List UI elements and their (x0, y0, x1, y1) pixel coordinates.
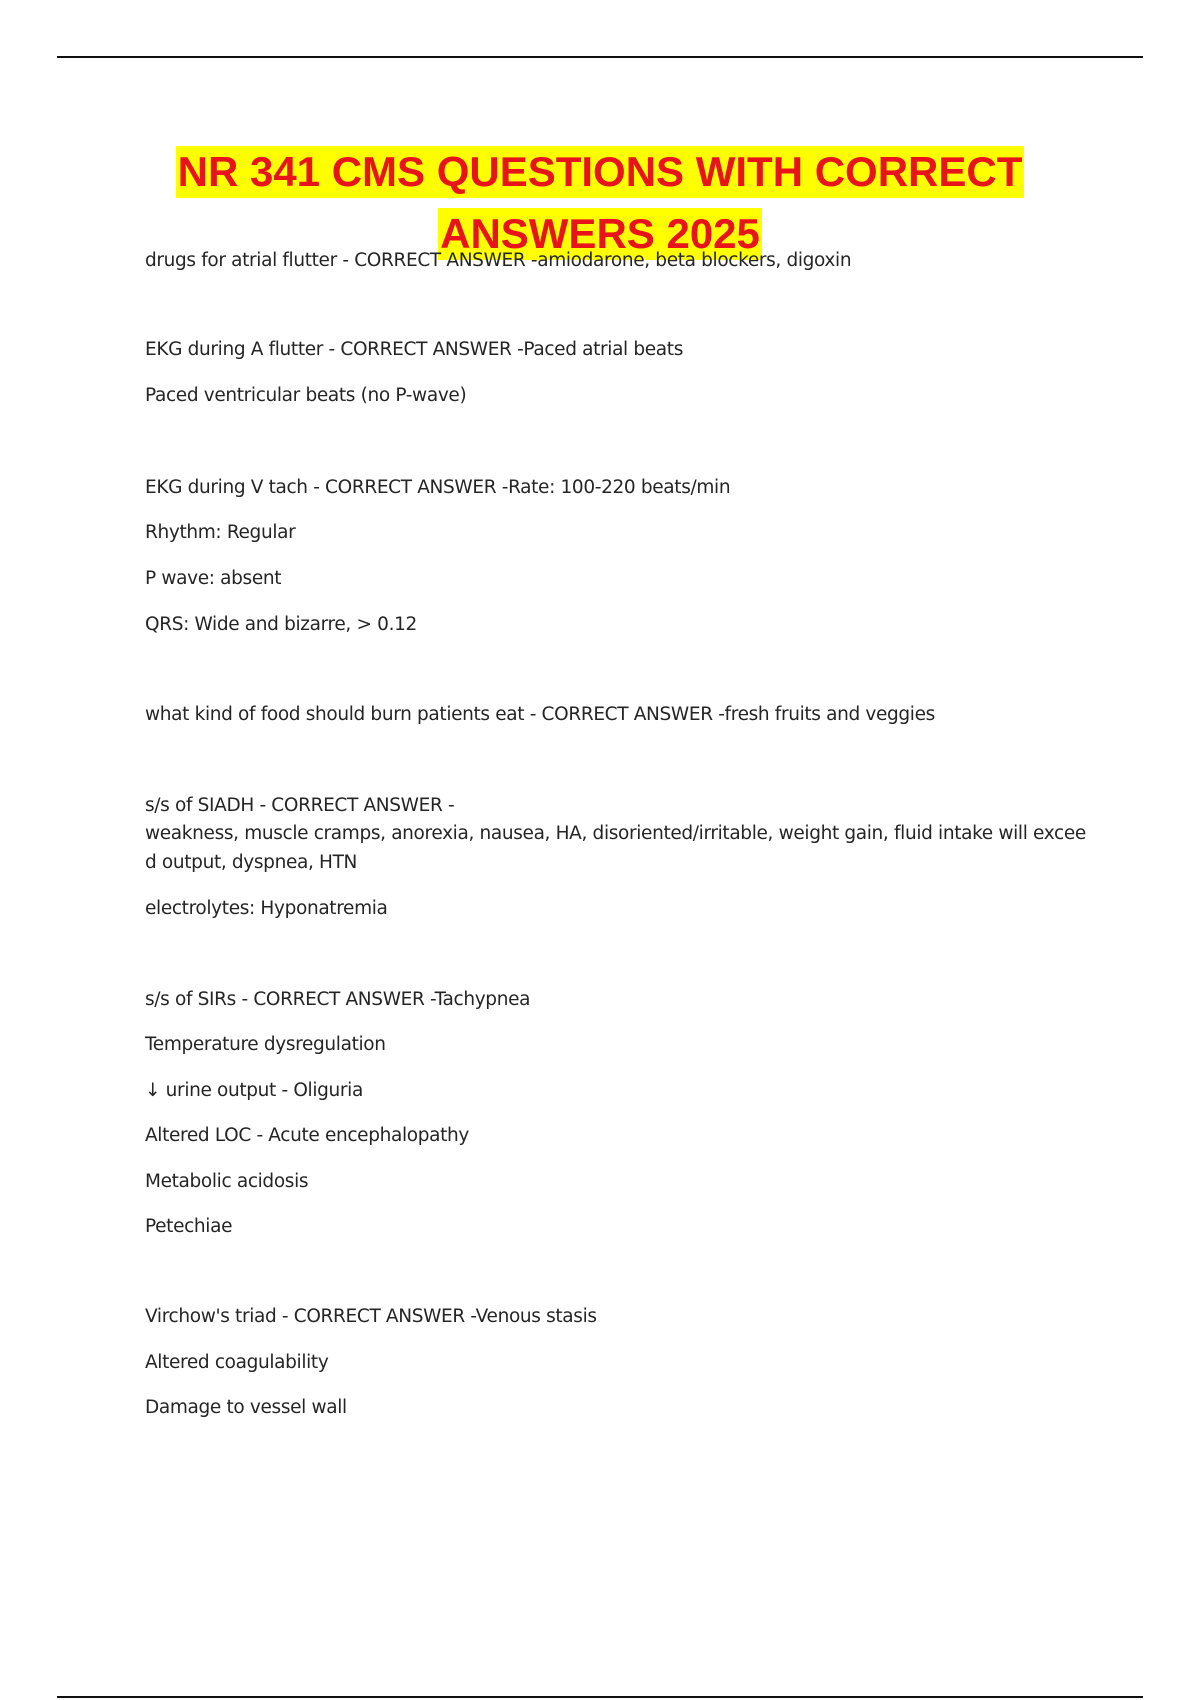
entry-line: Rhythm: Regular (145, 522, 296, 543)
entry-burn-food: what kind of food should burn patients eat - CORRECT ANSWER -fresh fruits and veggies (145, 704, 935, 725)
entry-line: electrolytes: Hyponatremia (145, 898, 388, 919)
title-line-2: ANSWERS 2025 (438, 208, 762, 260)
entry-line: Altered coagulability (145, 1352, 329, 1373)
entry-line: ↓ urine output - Oliguria (145, 1080, 363, 1101)
entry-atrial-flutter-drugs: drugs for atrial flutter - CORRECT ANSWER -amiodarone, beta blockers, digoxin (145, 250, 852, 271)
entry-ekg-v-tach: EKG during V tach - CORRECT ANSWER -Rate: 100-220 beats/min (145, 477, 731, 498)
entry-line: weakness, muscle cramps, anorexia, nausea, HA, disoriented/irritable, weight gain, fluid intake will excee (145, 823, 1086, 844)
entry-line: Temperature dysregulation (145, 1034, 386, 1055)
entry-line: d output, dyspnea, HTN (145, 852, 358, 873)
bottom-rule (57, 1696, 1143, 1698)
entry-line: Altered LOC - Acute encephalopathy (145, 1125, 469, 1146)
entry-line: Metabolic acidosis (145, 1171, 309, 1192)
entry-siadh: s/s of SIADH - CORRECT ANSWER - (145, 795, 455, 816)
entry-line: P wave: absent (145, 568, 282, 589)
entry-ekg-a-flutter: EKG during A flutter - CORRECT ANSWER -Paced atrial beats (145, 339, 683, 360)
entry-sirs: s/s of SIRs - CORRECT ANSWER -Tachypnea (145, 989, 531, 1010)
entry-line: Petechiae (145, 1216, 233, 1237)
entry-virchows-triad: Virchow's triad - CORRECT ANSWER -Venous stasis (145, 1306, 597, 1327)
top-rule (57, 56, 1143, 58)
entry-line: QRS: Wide and bizarre, > 0.12 (145, 614, 417, 635)
title-line-1: NR 341 CMS QUESTIONS WITH CORRECT (176, 146, 1025, 198)
entry-line: Paced ventricular beats (no P-wave) (145, 385, 467, 406)
entry-line: Damage to vessel wall (145, 1397, 347, 1418)
